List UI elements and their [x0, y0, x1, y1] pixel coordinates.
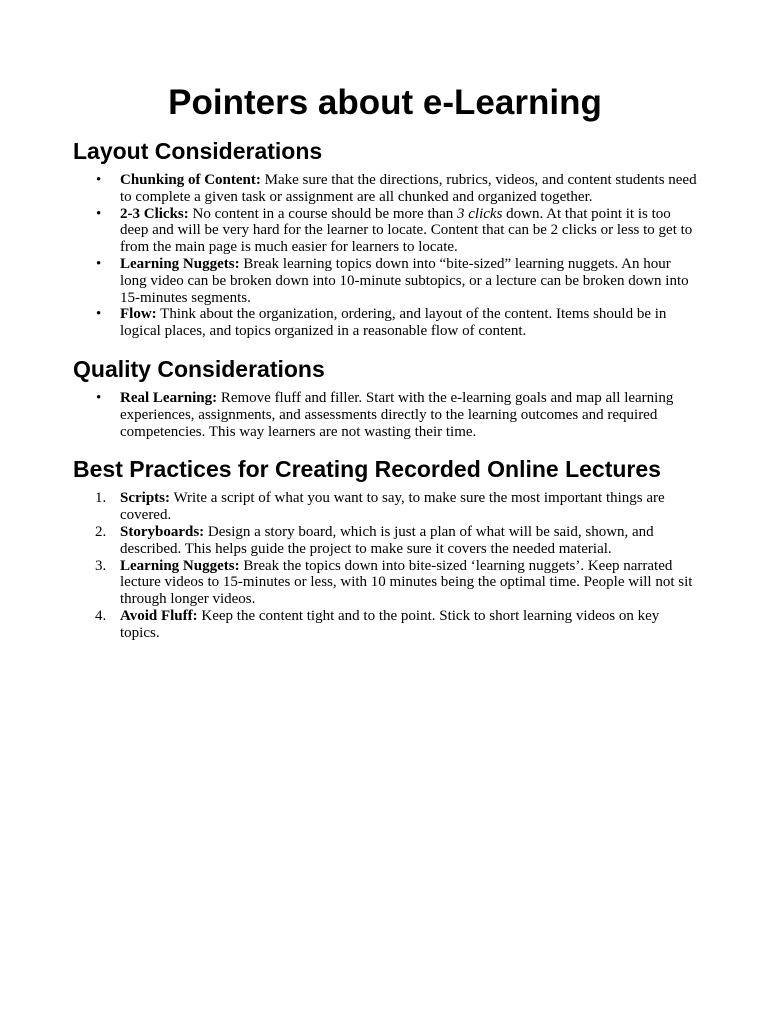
bullet-marker: •	[96, 389, 102, 406]
list-item	[73, 306, 697, 340]
item-text: Break the topics down into bite-sized ‘learning nuggets’. Keep narrated lecture videos to 15-minutes or less, with 10 minutes being the optimal time. People will not sit through longer videos.	[120, 557, 693, 608]
number-marker: 4.	[95, 607, 107, 624]
item-emphasis: 3 clicks	[457, 205, 503, 222]
item-text: Make sure that the directions, rubrics, videos, and content students need to complete a given task or assignment are all chunked and organized together.	[120, 172, 697, 205]
section-heading-best-practices: Best Practices for Creating Recorded Online Lectures	[73, 456, 661, 483]
list-item	[73, 558, 697, 608]
item-term: Real Learning:	[120, 389, 218, 406]
bullet-marker: •	[96, 255, 102, 272]
best-practices-list	[73, 490, 697, 641]
list-item	[73, 172, 697, 206]
document-page	[73, 80, 697, 656]
item-text: Break learning topics down into “bite-sized” learning nuggets. An hour long video can be broken down into 10-minute subtopics, or a lecture can be broken down into 15-minutes segments.	[120, 255, 689, 306]
item-text: Write a script of what you want to say, to make sure the most important things are covered.	[120, 490, 665, 524]
bullet-marker: •	[96, 172, 102, 188]
bullet-marker: •	[96, 205, 102, 222]
number-marker: 1.	[95, 490, 107, 507]
item-text: Keep the content tight and to the point. Stick to short learning videos on key topics.	[120, 607, 660, 641]
layout-considerations-list	[73, 172, 697, 340]
item-term: Scripts:	[120, 490, 170, 507]
quality-considerations-list	[73, 390, 697, 440]
item-text: No content in a course should be more than	[188, 205, 458, 222]
section-heading-quality: Quality Considerations	[73, 355, 325, 382]
item-term: Flow:	[120, 306, 157, 323]
bullet-marker: •	[96, 306, 102, 323]
list-item	[73, 608, 697, 642]
item-term: Learning Nuggets:	[120, 255, 240, 272]
item-term: 2-3 Clicks:	[120, 205, 189, 222]
item-text: Remove fluff and filler. Start with the e-learning goals and map all learning experiences, assignments, and assessments directly to the learning outcomes and required competencies. This way learners are not wasting their time.	[120, 389, 674, 440]
list-item	[73, 524, 697, 558]
list-item	[73, 490, 697, 524]
item-text: Think about the organization, ordering, and layout of the content. Items should be in logical places, and topics organized in a reasonable flow of content.	[120, 306, 667, 340]
item-term: Learning Nuggets:	[120, 557, 240, 574]
list-item	[73, 390, 697, 440]
number-marker: 2.	[95, 523, 107, 540]
document-title: Pointers about e-Learning	[168, 83, 602, 122]
number-marker: 3.	[95, 557, 107, 574]
item-term: Avoid Fluff:	[120, 607, 198, 624]
list-item	[73, 256, 697, 306]
list-item	[73, 206, 697, 256]
item-term: Chunking of Content:	[120, 172, 261, 188]
item-text: down. At that point it is too deep and will be very hard for the learner to locate. Content that can be 2 clicks or less to get to from the main page is much easier for learners to locate.	[120, 205, 693, 256]
section-heading-layout: Layout Considerations	[73, 138, 323, 164]
item-term: Storyboards:	[120, 523, 205, 540]
item-text: Design a story board, which is just a plan of what will be said, shown, and described. This helps guide the project to make sure it covers the needed material.	[120, 523, 654, 557]
